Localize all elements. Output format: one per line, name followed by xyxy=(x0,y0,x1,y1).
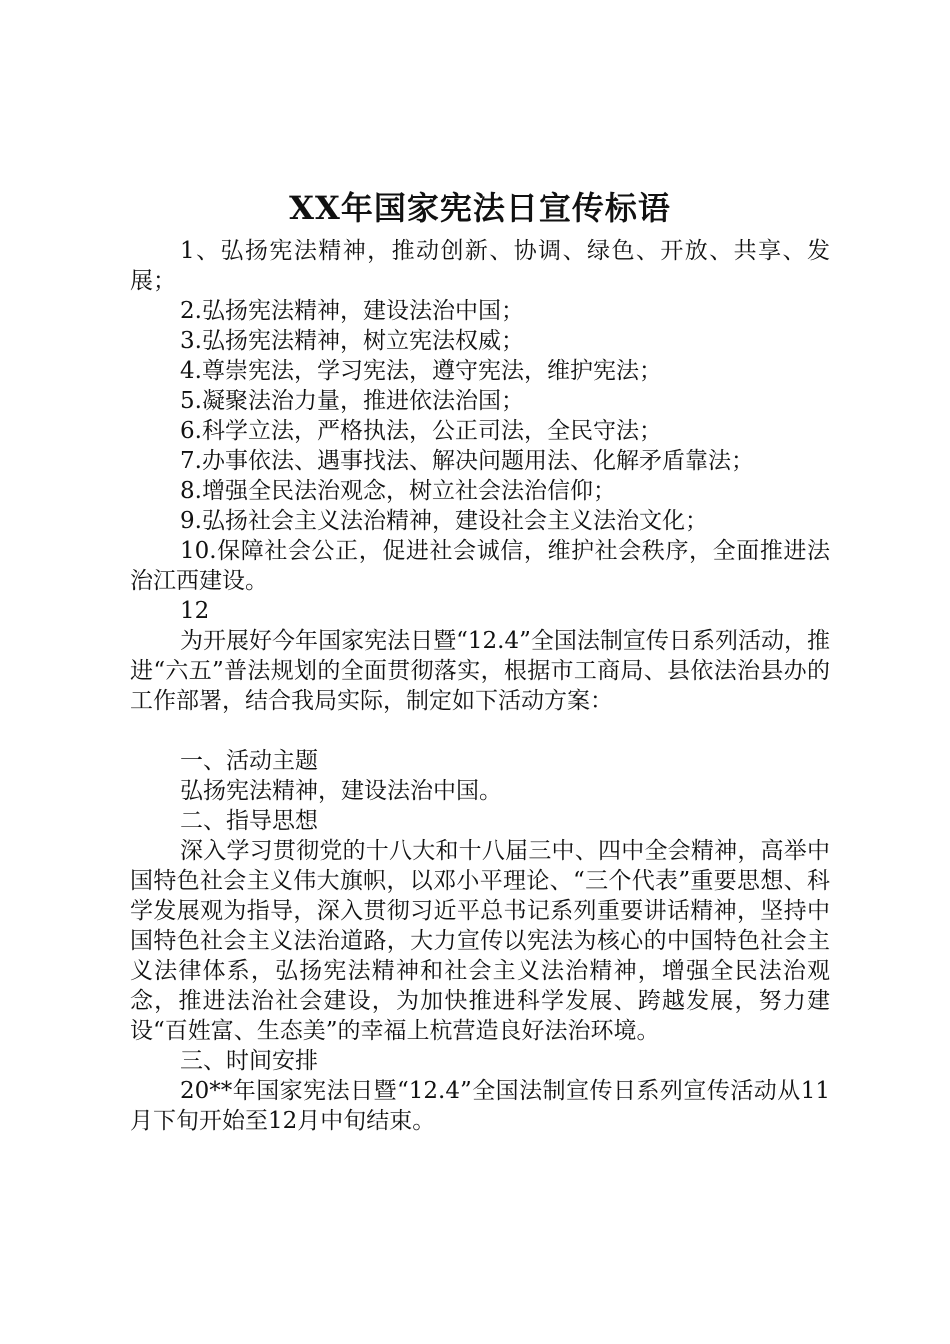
guiding-ideology-text: 深入学习贯彻党的十八大和十八届三中、四中全会精神，高举中国特色社会主义伟大旗帜，以邓小平理论、“三个代表”重要思想、科学发展观为指导，深入贯彻习近平总书记系列重要讲话精神，坚持中国特色社会主义法治道路，大力宣传以宪法为核心的中国特色社会主义法律体系，弘扬宪法精神和社会主义法治精神，增强全民法治观念，推进法治社会建设，为加快推进科学发展、跨越发展，努力建设“百姓富、生态美”的幸福上杭营造良好法治环境。 xyxy=(130,838,830,1044)
heading-schedule: 三、时间安排 xyxy=(180,1048,318,1074)
slogan-3: 3.弘扬宪法精神，树立宪法权威； xyxy=(180,328,524,354)
slogan-5: 5.凝聚法治力量，推进依法治国； xyxy=(180,388,524,414)
slogan-6: 6.科学立法，严格执法，公正司法，全民守法； xyxy=(180,418,662,444)
slogan-4: 4.尊崇宪法，学习宪法，遵守宪法，维护宪法； xyxy=(180,358,662,384)
document-page xyxy=(130,186,830,1136)
slogan-10: 10.保障社会公正，促进社会诚信，维护社会秩序，全面推进法治江西建设。 xyxy=(130,538,830,594)
slogan-8: 8.增强全民法治观念，树立社会法治信仰； xyxy=(180,478,616,504)
heading-guiding-ideology: 二、指导思想 xyxy=(180,808,318,834)
document-title: XX年国家宪法日宣传标语 xyxy=(289,189,671,227)
activity-theme-text: 弘扬宪法精神，建设法治中国。 xyxy=(180,778,502,804)
schedule-text: 20**年国家宪法日暨“12.4”全国法制宣传日系列宣传活动从11月下旬开始至12月中旬结束。 xyxy=(130,1078,830,1134)
slogan-1: 1、弘扬宪法精神，推动创新、协调、绿色、开放、共享、发展； xyxy=(130,238,830,294)
section-number: 12 xyxy=(180,598,210,624)
heading-activity-theme: 一、活动主题 xyxy=(180,748,318,774)
slogan-9: 9.弘扬社会主义法治精神，建设社会主义法治文化； xyxy=(180,508,708,534)
intro-paragraph: 为开展好今年国家宪法日暨“12.4”全国法制宣传日系列活动，推进“六五”普法规划的全面贯彻落实，根据市工商局、县依法治县办的工作部署，结合我局实际，制定如下活动方案： xyxy=(130,628,830,714)
slogan-2: 2.弘扬宪法精神，建设法治中国； xyxy=(180,298,524,324)
slogan-7: 7.办事依法、遇事找法、解决问题用法、化解矛盾靠法； xyxy=(180,448,754,474)
